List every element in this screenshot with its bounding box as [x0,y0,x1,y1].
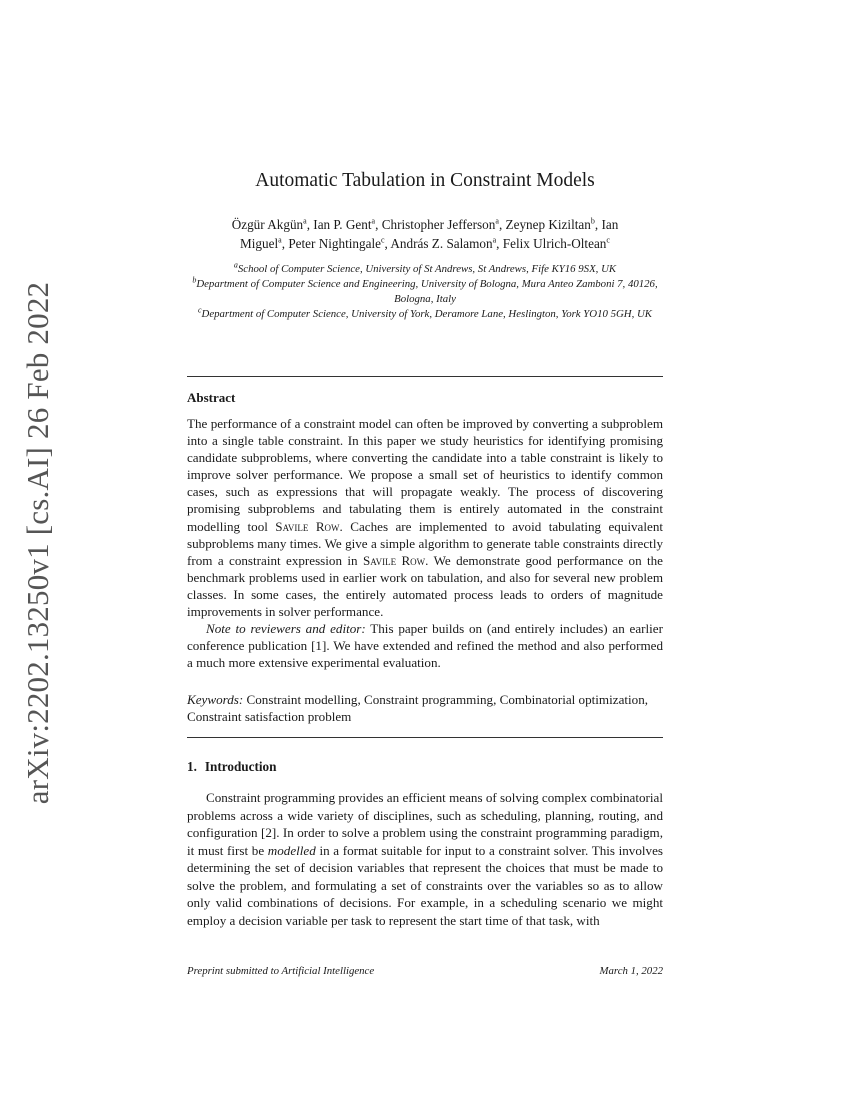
arxiv-sidebar [8,281,68,804]
intro-paragraph: Constraint programming provides an efficient means of solving complex combinatorial problems across a wide variety of disciplines, such as scheduling, planning, routing, and configuration [2]. In order to solve a problem using the constraint programming paradigm, it must first be modelled in a format suitable for input to a constraint solver. This involves determining the set of decision variables that represent the choices that must be made to solve the problem, and formulating a set of constraints over the variables so as to allow only valid combinations of decisions. For example, in a scheduling scenario we might employ a decision variable per task to represent the start time of that task, with [187,790,663,928]
author-name: Ian P. Gent [313,217,372,232]
paper-title: Automatic Tabulation in Constraint Models [255,170,595,191]
author-name: Felix Ulrich-Oltean [502,236,607,251]
author-line-1: Özgür Akgün$^a$, Ian P. Gent$^a$, Christopher Jefferson$^a$, Zeynep Kiziltan$^b$, Ian [231,216,619,232]
section-heading: 1. Introduction [187,759,277,774]
affiliation-list [187,262,663,322]
author-list [187,215,663,253]
author-line-2: Miguel$^a$, Peter Nightingale$^c$, András Z. Salamon$^a$, Felix Ulrich-Oltean$^c$ [240,235,610,251]
reviewer-note: Note to reviewers and editor: This paper builds on (and entirely includes) an earlier conference publication [1]. We have extended and refined the method and also performed a much more extensive experimental evaluation. [187,621,663,671]
author-name: András Z. Salamon [390,236,493,251]
affiliation-c: $^c$Department of Computer Science, University of York, Deramore Lane, Heslington, York YO10 5GH, UK [197,305,652,320]
keywords [187,691,663,725]
keywords-label: Keywords: [187,692,244,707]
author-name: Christopher Jefferson [381,217,496,232]
author-name: Peter Nightingale [288,236,381,251]
abstract-heading: Abstract [187,390,236,405]
tool-name: Savile Row [362,552,426,568]
tool-name: Savile Row [275,518,340,534]
footer-date: March 1, 2022 [599,965,663,977]
page-footer [187,965,663,977]
affiliation-b: $^b$Department of Computer Science and Engineering, University of Bologna, Mura Anteo Zamboni 7, 40126, Bologna, Italy [192,275,658,305]
author-name: Zeynep Kiziltan [505,217,591,232]
arxiv-identifier: arXiv:2202.13250v1 [cs.AI] 26 Feb 2022 [20,281,55,804]
author-name: Miguel [240,236,279,251]
footer-venue: Preprint submitted to Artificial Intelligence [187,965,375,977]
author-name: Özgür Akgün [231,217,304,232]
abstract-body [187,415,663,671]
divider-bottom [187,737,663,738]
abstract-paragraph: The performance of a constraint model can often be improved by converting a subproblem into a single table constraint. In this paper we study heuristics for identifying promising candidate subproblems, where converting the candidate into a table constraint is likely to improve solver performance. We propose a small set of heuristics to identify common cases, such as expressions that will propagate weakly. The process of discovering promising subproblems and tabulating them is entirely automated in the constraint modelling tool Savile Row. Caches are implemented to avoid tabulating equivalent subproblems many times. We give a simple algorithm to generate table constraints directly from a constraint expression in Savile Row. We demonstrate good performance on the benchmark problems used in earlier work on tabulation, and also for several new problem classes. In some cases, the entirely automated process leads to orders of magnitude improvements in solver performance. [187,416,664,620]
author-name: Ian [601,217,619,232]
affiliation-a: $^a$School of Computer Science, University of St Andrews, St Andrews, Fife KY16 9SX, UK [233,260,617,275]
keywords-text: Constraint modelling, Constraint programming, Combinatorial optimization, Constraint satisfaction problem [187,692,649,725]
divider-top [187,376,663,377]
